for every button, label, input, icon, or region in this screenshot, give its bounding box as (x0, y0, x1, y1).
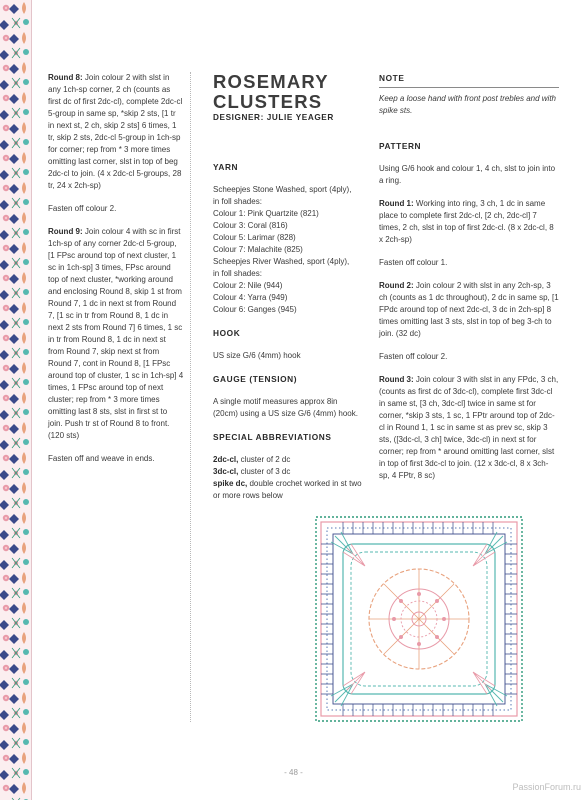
yarn-line: Colour 7: Malachite (825) (213, 245, 303, 254)
yarn-line: Scheepjes River Washed, sport (4ply), (213, 257, 350, 266)
abbreviation-item (213, 454, 363, 466)
round-9-text: Join colour 4 with sc in first 1ch-sp of any corner 2dc-cl 5-group, [1 FPsc around top of next cluster, 1 sc in 1ch-sp] 3 times, FPsc around top of next cluster, *working around and enclosing Round 8, skip 1 st from Round 7, 1 dc in next st from Round 7, [1 sc in tr from Round 8, 1 dc in next 2 sts from Round 7] 6 times, 1 sc in tr from Round 8, 1 dc in next st from Round 7, skip next st from Round 7, cont in Round 8, [1 FPsc around top of cluster, 1 sc in 1ch-sp] 4 times, 1 FPsc around top of next cluster; rep from * 3 more times omitting last 8 sts, slst in first st to join. Push tr st of Round 8 to front. (120 sts) (48, 227, 184, 440)
round-3-text: Join colour 3 with slst in any FPdc, 3 ch, (counts as first dc of 3dc-cl), complete first 3dc-cl in same st, [3 ch, 3dc-cl] twice in same st for corner, *skip 3 sts, 1 sc, 1 FPtr around top of 2dc-cl in Round 1, 1 sc in same st as prev sc, skip 3 sts, ([3dc-cl, 3 ch] twice, 3dc-cl) in next st for corner; rep from * around omitting last corner, slst in top of first 3dc-cl to join. (12 x 3dc-cl, 8 x 3ch-sp, 4 FPtr, 8 sc) (379, 375, 559, 480)
page-title (213, 72, 363, 112)
yarn-heading: YARN (213, 162, 239, 172)
yarn-line: Colour 3: Coral (816) (213, 221, 288, 230)
round-2-text: Join colour 2 with slst in any 2ch-sp, 3 ch (counts as 1 dc throughout), 2 dc in same sp, [1 FPdc around top of next 2dc-cl, 3 dc in 2ch-sp] 8 times omitting last 3 sts, slst in top of beg 3-ch to join. (32 dc) (379, 281, 559, 338)
designer-credit: DESIGNER: JULIE YEAGER (213, 113, 334, 122)
column-divider (190, 72, 191, 722)
yarn-line: Colour 2: Nile (944) (213, 281, 283, 290)
round-1-title: Round 1: (379, 199, 414, 208)
round-1-paragraph (379, 198, 559, 246)
note-text: Keep a loose hand with front post trebles and with spike sts. (379, 94, 556, 115)
title-line-1: ROSEMARY (213, 71, 329, 92)
round-8-text: Join colour 2 with slst in any 1ch-sp corner, 2 ch (counts as first dc of first 2dc-cl), complete 2dc-cl 5-group in same sp, *skip 2 sts, [1 tr in next st, 2 ch, skip 2 sts] 6 times, 1 tr, skip 2 sts, 2dc-cl 5-group in 1ch-sp for corner; rep from * 3 more times omitting last corner, slst in top of beg 2dc-cl to join. (4 x 2dc-cl 5-groups, 28 tr, 24 x 2ch-sp) (48, 73, 183, 190)
yarn-list (213, 184, 363, 316)
gauge-heading: GAUGE (TENSION) (213, 374, 298, 384)
yarn-line: Colour 5: Larimar (828) (213, 233, 296, 242)
yarn-line: in foll shades: (213, 197, 262, 206)
watermark: PassionForum.ru (512, 782, 581, 792)
abbreviations-list (213, 454, 363, 502)
left-column (48, 72, 184, 476)
round-2-paragraph (379, 280, 559, 340)
abbreviation-item (213, 466, 363, 478)
abbreviation-definition: cluster of 2 dc (240, 455, 291, 464)
fasten-off-weave: Fasten off and weave in ends. (48, 454, 155, 463)
note-rule (379, 87, 559, 88)
round-9-paragraph (48, 226, 184, 442)
abbreviation-definition: double crochet worked in st two or more rows below (213, 479, 362, 500)
fasten-off-colour-1: Fasten off colour 1. (379, 258, 448, 267)
round-3-title: Round 3: (379, 375, 414, 384)
yarn-line: Colour 1: Pink Quartzite (821) (213, 209, 319, 218)
yarn-line: Scheepjes Stone Washed, sport (4ply), (213, 185, 352, 194)
note-heading: NOTE (379, 73, 405, 83)
abbreviation-term: 3dc-cl, (213, 467, 239, 476)
right-column (379, 72, 559, 493)
round-3-paragraph (379, 374, 559, 482)
yarn-line: Colour 6: Ganges (945) (213, 305, 297, 314)
decorative-border (0, 0, 32, 800)
pattern-intro: Using G/6 hook and colour 1, 4 ch, slst to join into a ring. (379, 164, 556, 185)
round-2-title: Round 2: (379, 281, 414, 290)
fasten-off-colour-2: Fasten off colour 2. (48, 204, 117, 213)
abbreviation-definition: cluster of 3 dc (240, 467, 291, 476)
round-8-title: Round 8: (48, 73, 83, 82)
hook-text: US size G/6 (4mm) hook (213, 351, 301, 360)
round-1-text: Working into ring, 3 ch, 1 dc in same place to complete first 2dc-cl, [2 ch, 2dc-cl] 7 times, 2 ch, slst in top of first 2dc-cl. (8 x 2dc-cl, 8 x 2ch-sp) (379, 199, 554, 244)
middle-column (213, 72, 363, 513)
page-number: - 48 - (284, 768, 303, 777)
pattern-heading: PATTERN (379, 141, 422, 151)
title-line-2: CLUSTERS (213, 91, 323, 112)
abbreviation-item (213, 478, 363, 502)
crochet-chart-diagram (313, 514, 525, 724)
round-8-paragraph (48, 72, 184, 192)
abbreviations-heading: SPECIAL ABBREVIATIONS (213, 432, 332, 442)
round-9-title: Round 9: (48, 227, 83, 236)
fasten-off-colour-2: Fasten off colour 2. (379, 352, 448, 361)
abbreviation-term: 2dc-cl, (213, 455, 239, 464)
yarn-line: Colour 4: Yarra (949) (213, 293, 288, 302)
yarn-line: in foll shades: (213, 269, 262, 278)
hook-heading: HOOK (213, 328, 241, 338)
abbreviation-term: spike dc, (213, 479, 248, 488)
gauge-text: A single motif measures approx 8in (20cm) using a US size G/6 (4mm) hook. (213, 397, 358, 418)
